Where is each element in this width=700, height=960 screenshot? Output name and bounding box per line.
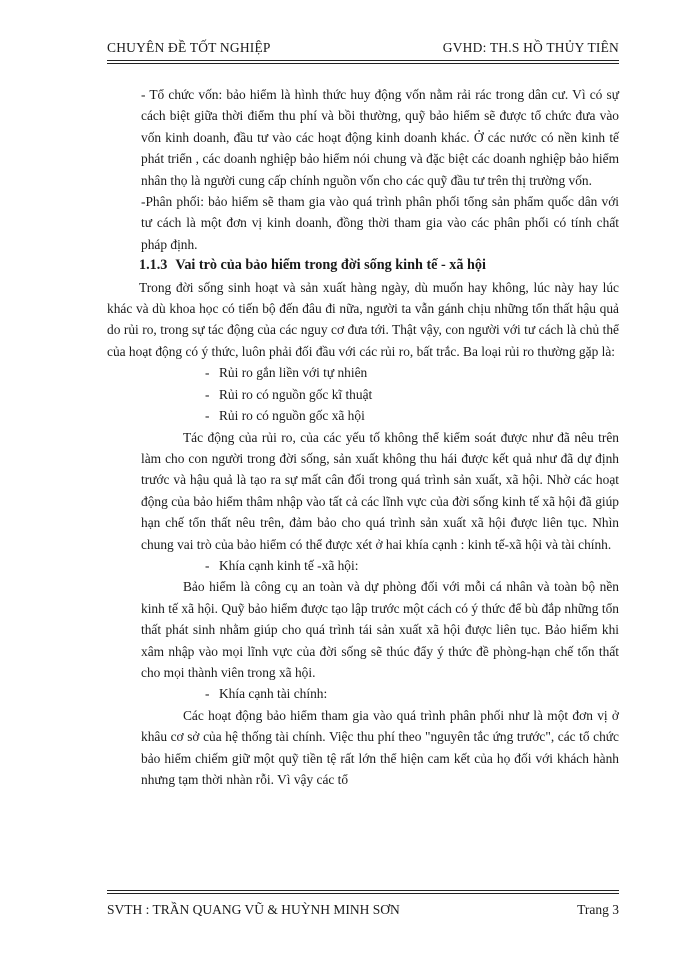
bullet-dash: - [205, 386, 210, 402]
paragraph-risk-intro: Trong đời sống sinh hoạt và sản xuất hàng ngày, dù muốn hay không, lúc này hay lúc khác và dù khoa học có tiến bộ đến đâu đi nữa, người ta vẫn gánh chịu những tổn thất hậu quả do rủi ro, trong sự tác động của các nguy cơ đưa tới. Thật vậy, con người với tư cách là chủ thể của hoạt động có ý thức, luôn phải đối đầu với các rủi ro, bất trắc. Ba loại rủi ro thường gặp là: [107, 279, 619, 359]
paragraph-socioeconomic: Bảo hiểm là công cụ an toàn và dự phòng đối với mỗi cá nhân và toàn bộ nền kinh tế xã hội. Quỹ bảo hiểm được tạo lập trước một cách có ý thức để bù đắp những tổn thất phát sinh nhằm giúp cho quá trình tái sản xuất xã hội được liên tục. Bảo hiểm khi xâm nhập vào mọi lĩnh vực của đời sống sẽ thúc đẩy ý thức đề phòng-hạn chế tổn thất cho mọi thành viên trong xã hội. [141, 579, 619, 680]
list-item [107, 683, 619, 704]
bullet-dash: - [205, 557, 210, 573]
bullet-dash: - [205, 408, 210, 424]
paragraph-risk-impact: Tác động của rủi ro, của các yếu tố không thể kiểm soát được như đã nêu trên làm cho con người trong đời sống, sản xuất không thu hái được kết quả như đã dự định trước và hậu quả là tạo ra sự mất cân đối trong quá trình sản xuất, xã hội. Nhờ các hoạt động của bảo hiểm thâm nhập vào tất cả các lĩnh vực của đời sống kinh tế xã hội đã giúp hạn chế tổn thất nêu trên, đảm bảo cho quá trình sản xuất xã hội được liên tục. Nhìn chung vai trò của bảo hiểm có thể được xét ở hai khía cạnh : kinh tế-xã hội và tài chính. [141, 429, 619, 552]
list-item-text: Rủi ro có nguồn gốc kĩ thuật [219, 386, 373, 402]
list-item [107, 405, 619, 426]
section-heading [107, 255, 619, 276]
footer-authors: SVTH : TRẦN QUANG VŨ & HUỲNH MINH SƠN [107, 902, 400, 917]
list-item [107, 555, 619, 576]
footer-rule-top [107, 890, 619, 891]
header-advisor: GVHD: TH.S HỒ THỦY TIÊN [442, 40, 619, 55]
bullet-dash: - [205, 365, 210, 381]
list-item-text: Rủi ro gắn liền với tự nhiên [219, 365, 368, 381]
paragraph-financial: Các hoạt động bảo hiểm tham gia vào quá trình phân phối như là một đơn vị ở khâu cơ sở của hệ thống tài chính. Việc thu phí theo "nguyên tắc ứng trước", các tổ chức bảo hiểm chiếm giữ một quỹ tiền tệ rất lớn thể hiện cam kết của họ đối với khách hành nhưng tạm thời nhàn rỗi. Vì vậy các tổ [141, 707, 619, 787]
bullet-dash: - [205, 686, 210, 702]
header-title: CHUYÊN ĐỀ TỐT NGHIỆP [107, 40, 271, 55]
paragraph-capital-organization: - Tổ chức vốn: bảo hiểm là hình thức huy động vốn nằm rải rác trong dân cư. Vì có sự cách biệt giữa thời điểm thu phí và bồi thường, quỹ bảo hiểm sẽ được tổ chức đưa vào vốn kinh doanh, đầu tư vào các hoạt động kinh doanh khác. Ở các nước có nền kinh tế phát triển , các doanh nghiệp bảo hiểm nói chung và đặc biệt các doanh nghiệp bảo hiểm nhân thọ là người cung cấp chính nguồn vốn cho các quỹ đầu tư trên thị trường vốn. [141, 87, 619, 188]
list-item-text: Khía cạnh tài chính: [219, 686, 328, 702]
page-body [107, 84, 619, 790]
list-item [107, 384, 619, 405]
section-number: 1.1.3 [139, 257, 168, 274]
header-rule-bottom [107, 63, 619, 64]
paragraph-distribution: -Phân phối: bảo hiểm sẽ tham gia vào quá trình phân phối tổng sản phẩm quốc dân với tư cách là một đơn vị kinh doanh, đồng thời tham gia vào các phân phối có tính chất pháp định. [141, 194, 619, 252]
list-item-text: Rủi ro có nguồn gốc xã hội [219, 408, 365, 424]
footer-rule-bottom [107, 893, 619, 894]
list-item-text: Khía cạnh kinh tế -xã hội: [219, 557, 359, 573]
section-title: Vai trò của bảo hiểm trong đời sống kinh tế - xã hội [175, 257, 486, 274]
header-rule-top [107, 60, 619, 61]
page-number: Trang 3 [577, 902, 619, 917]
list-item [107, 362, 619, 383]
